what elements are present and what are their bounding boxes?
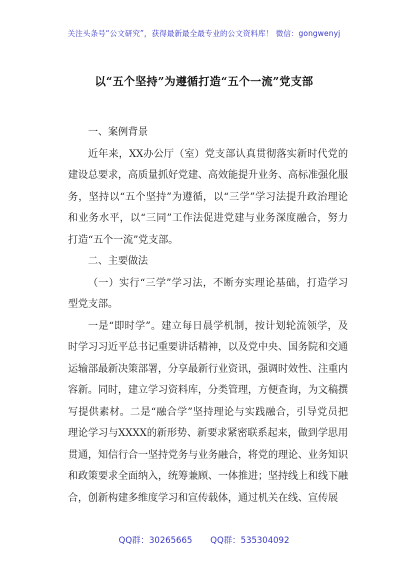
promo-notice: 关注头条号“公文研究”，获得最新最全最专业的公文资料库！ 微信：gongwenyj [67,29,341,38]
paragraph-three-learning: 一是“即时学”。建立每日晨学机制，按计划轮流领学，及时学习习近平总书记重要讲话精神，以及党中央、国务院和交通运输部最新决策部署，分享最新行业资讯，强调时效性、注重内容新。同时，建立学习资料库，分类管理，方便查询，为文稿撰写提供素材。二是“融合学”坚持理论与实践融合，引导党员把理论学习与XXXX的新形势、新要求紧密联系起来，做到学思用贯通，知信行合一坚持党务与业务融合，将党的理论、业务知识和政策要求全面纳入，统筹兼顾、一体推进；坚持线上和线下融合，创新构建多维度学习和宣传载体，通过机关在线、宣传展 [68,320,348,504]
qq-group-1: QQ群：30265665 [118,536,193,546]
footer-contact [0,534,408,546]
document-body [68,122,348,509]
qq-group-2: QQ群：535304092 [210,536,290,546]
subsection-heading-three-learning: （一）实行“三学”学习法，不断夯实理论基础，打造学习型党支部。 [68,277,348,310]
section-heading-background: 一、案例背景 [88,127,148,138]
paragraph-background: 近年来，XX办公厅（室）党支部认真贯彻落实新时代党的建设总要求，高质量抓好党建、高效能提升业务、高标准强化服务，坚持以“五个坚持”为遵循，以“三学”学习法提升政治理论和业务水平，以“三同”工作法促进党建与业务深度融合，努力打造“五个一流”党支部。 [68,148,348,246]
section-heading-practices: 二、主要做法 [88,256,148,267]
document-title: 以“五个坚持”为遵循打造“五个一流”党支部 [94,75,314,88]
